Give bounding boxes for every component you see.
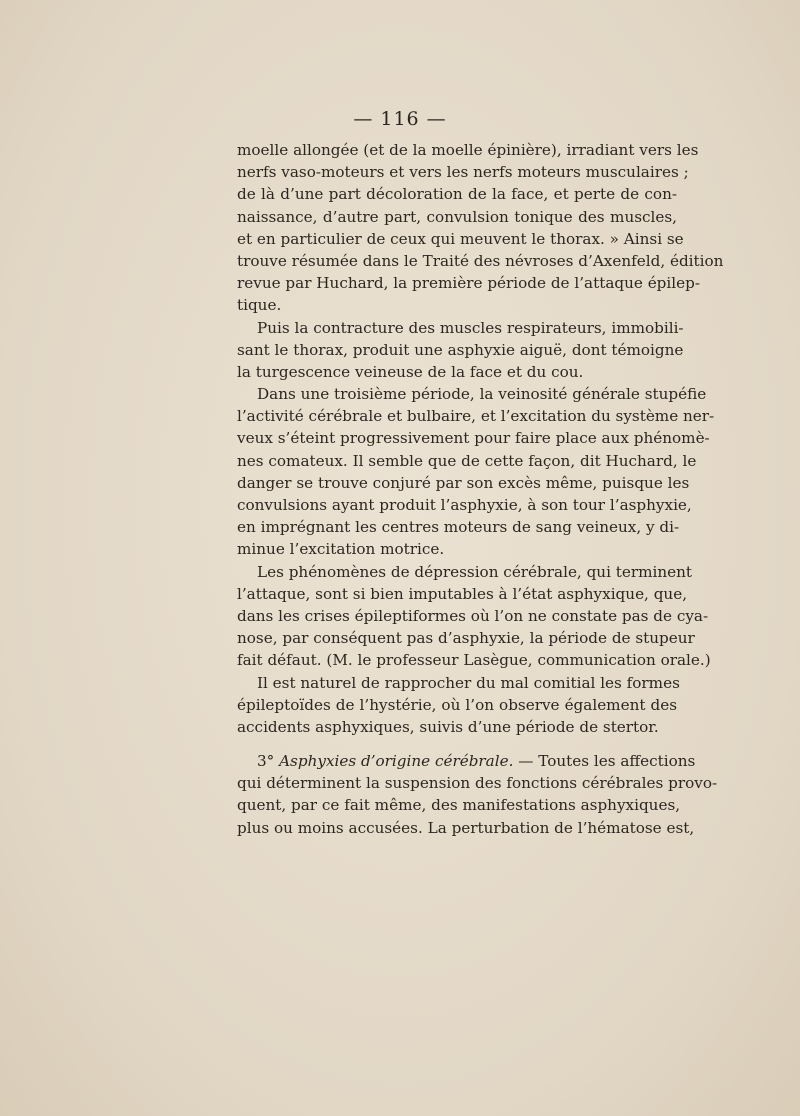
text-line: trouve résumée dans le Traité des névroses d’Axenfeld, édition [237, 251, 724, 270]
page-number: — 116 — [353, 108, 447, 130]
text-line: nose, par conséquent pas d’asphyxie, la période de stupeur [237, 629, 695, 648]
section-number: 3° [257, 752, 275, 771]
text-line: Les phénomènes de dépression cérébrale, qui terminent [257, 562, 693, 581]
text-line: minue l’excitation motrice. [237, 540, 445, 559]
text-line: Dans une troisième période, la veinosité générale stupéfie [257, 385, 707, 404]
text-line: sant le thorax, produit une asphyxie aiguë, dont témoigne [237, 340, 684, 359]
text-line: en imprégnant les centres moteurs de sang veineux, y di- [237, 518, 680, 537]
text-line: accidents asphyxiques, suivis d’une période de stertor. [237, 717, 659, 736]
text-line: naissance, d’autre part, convulsion tonique des muscles, [237, 207, 677, 226]
section-3 [237, 750, 718, 839]
section-title: Asphyxies d’origine cérébrale. [279, 752, 514, 771]
text-line: tique. [237, 296, 282, 315]
text-line: et en particulier de ceux qui meuvent le thorax. » Ainsi se [237, 229, 684, 248]
text-line: convulsions ayant produit l’asphyxie, à son tour l’asphyxie, [237, 496, 692, 514]
text-line: fait défaut. (M. le professeur Lasègue, communication orale.) [237, 651, 711, 670]
section-gap [237, 738, 677, 750]
section-heading-line [237, 750, 696, 772]
text-line: revue par Huchard, la première période de l’attaque épilep- [237, 274, 700, 293]
text-line: moelle allongée (et de la moelle épinière), irradiant vers les [237, 141, 699, 159]
body-text [237, 139, 724, 839]
paragraph-5 [237, 672, 680, 739]
paragraph-2 [237, 317, 684, 384]
text-line: nerfs vaso-moteurs et vers les nerfs moteurs musculaires ; [237, 163, 689, 182]
text-line: plus ou moins accusées. La perturbation de l’hématose est, [237, 818, 695, 837]
text-line: Puis la contracture des muscles respirateurs, immobili- [257, 318, 684, 337]
section-first-line-rest: — Toutes les affections [513, 752, 696, 771]
text-line: l’attaque, sont si bien imputables à l’état asphyxique, que, [237, 584, 688, 603]
text-line: veux s’éteint progressivement pour faire place aux phénomè- [237, 429, 710, 448]
text-line: Il est naturel de rapprocher du mal comitial les formes [257, 673, 680, 692]
text-line: de là d’une part décoloration de la face, et perte de con- [237, 185, 677, 204]
text-line: danger se trouve conjuré par son excès même, puisque les [237, 473, 690, 492]
text-line: quent, par ce fait même, des manifestations asphyxiques, [237, 796, 681, 815]
text-line: dans les crises épileptiformes où l’on ne constate pas de cya- [237, 606, 709, 625]
text-line: l’activité cérébrale et bulbaire, et l’excitation du système ner- [237, 407, 715, 426]
text-line: nes comateux. Il semble que de cette façon, dit Huchard, le [237, 451, 697, 470]
paragraph-4 [237, 561, 711, 672]
paragraph-1 [237, 139, 724, 317]
paragraph-3 [237, 383, 715, 561]
text-line: la turgescence veineuse de la face et du cou. [237, 362, 584, 381]
text-line: épileptoïdes de l’hystérie, où l’on observe également des [237, 695, 677, 714]
text-line: qui déterminent la suspension des fonctions cérébrales provo- [237, 774, 718, 793]
